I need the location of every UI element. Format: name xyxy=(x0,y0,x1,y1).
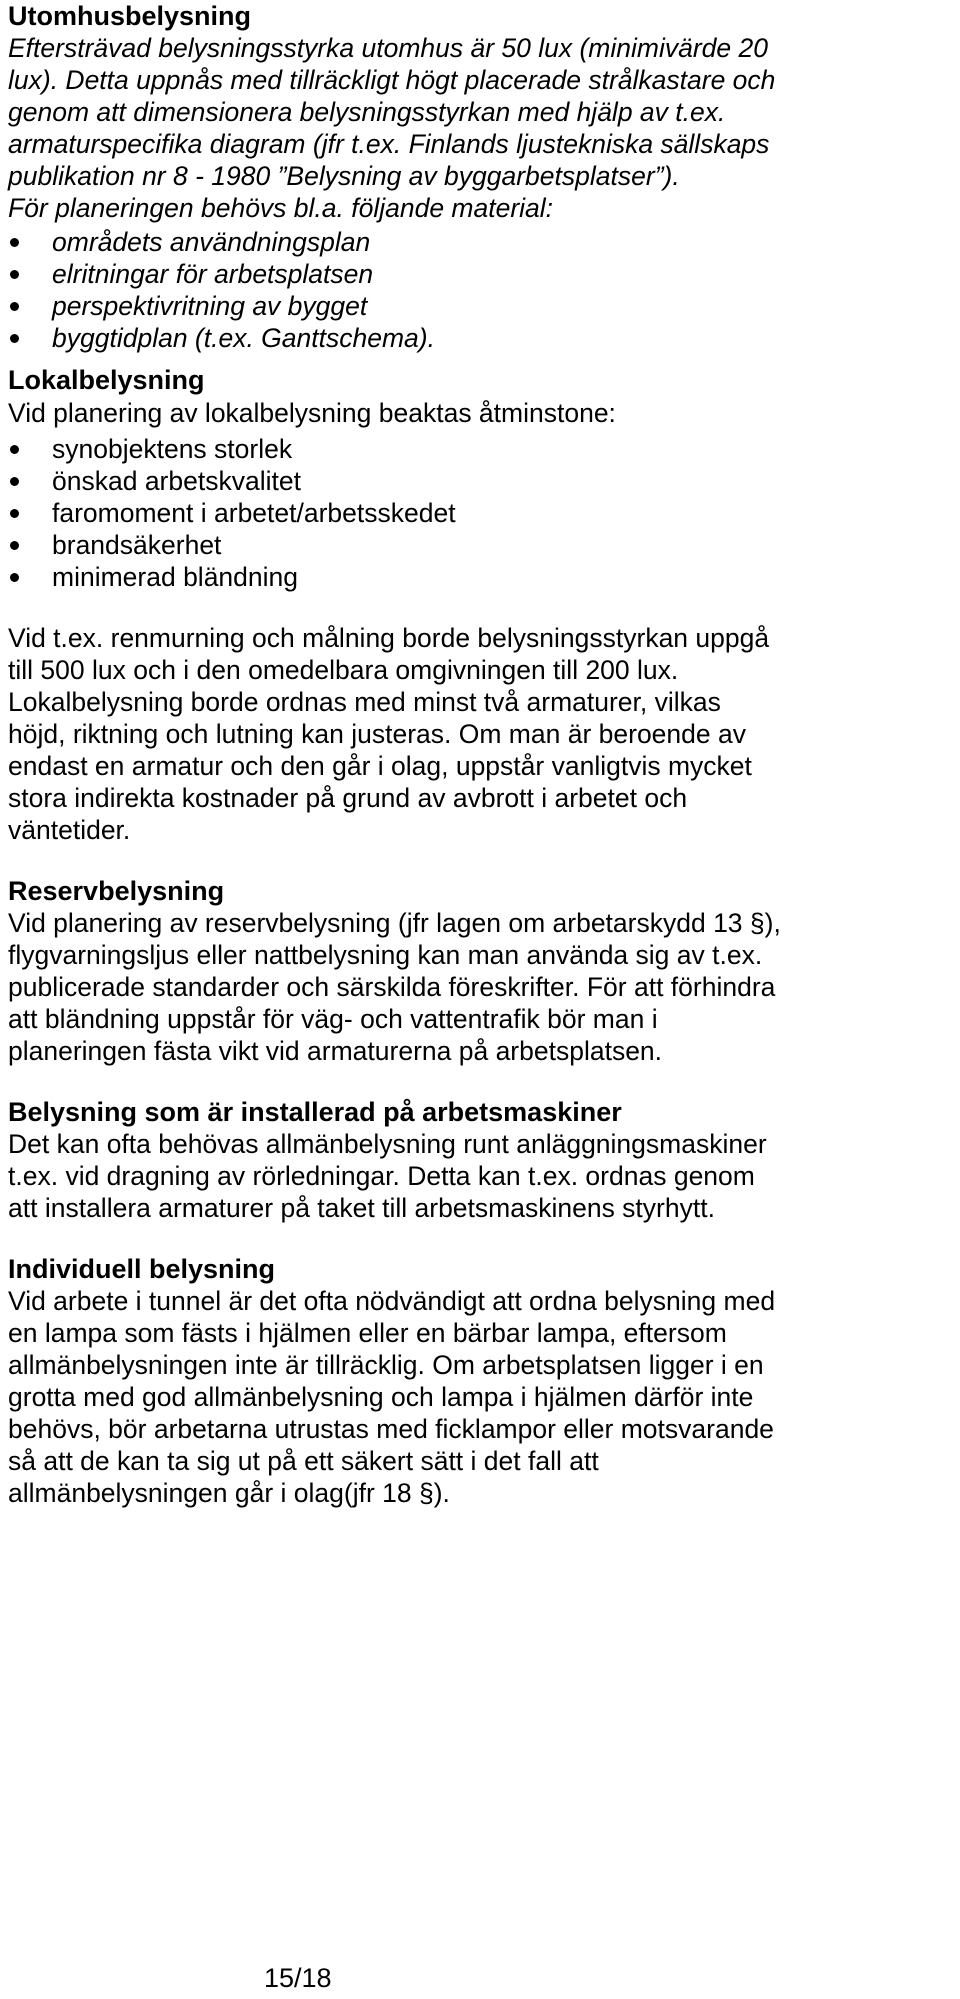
paragraph-line: allmänbelysningen går i olag(jfr 18 §). xyxy=(8,1478,450,1508)
bullet-item-text: perspektivritning av bygget xyxy=(52,291,368,321)
paragraph-line: Vid t.ex. renmurning och målning borde belysningsstyrkan uppgå xyxy=(8,623,770,653)
paragraph-line: så att de kan ta sig ut på ett säkert sätt i det fall att xyxy=(8,1446,599,1476)
bullet-item-text: områdets användningsplan xyxy=(52,227,371,257)
paragraph-line: endast en armatur och den går i olag, uppstår vanligtvis mycket xyxy=(8,751,752,781)
paragraph-line: Vid planering av reservbelysning (jfr lagen om arbetarskydd 13 §), xyxy=(8,908,781,938)
bullet-icon xyxy=(10,541,19,550)
paragraph-line: planeringen fästa vikt vid armaturerna på arbetsplatsen. xyxy=(8,1036,663,1066)
paragraph-line: lux). Detta uppnås med tillräckligt högt placerade strålkastare och xyxy=(8,65,776,95)
paragraph-line: att bländning uppstår för väg- och vattentrafik bör man i xyxy=(8,1004,658,1034)
bullet-item-text: byggtidplan (t.ex. Ganttschema). xyxy=(52,323,435,353)
paragraph-line: en lampa som fästs i hjälmen eller en bärbar lampa, eftersom xyxy=(8,1318,727,1348)
paragraph-line: Vid arbete i tunnel är det ofta nödvändigt att ordna belysning med xyxy=(8,1286,776,1316)
bullet-item-text: minimerad bländning xyxy=(52,562,299,592)
paragraph-line: väntetider. xyxy=(8,815,131,845)
bullet-icon xyxy=(10,509,19,518)
bullet-icon xyxy=(10,477,19,486)
bullet-icon xyxy=(10,270,19,279)
paragraph-line: grotta med god allmänbelysning och lampa i hjälmen därför inte xyxy=(8,1382,754,1412)
bullet-icon xyxy=(10,445,19,454)
paragraph-line: Vid planering av lokalbelysning beaktas åtminstone: xyxy=(8,398,616,428)
bullet-icon xyxy=(10,573,19,582)
page-number: 15/18 xyxy=(264,1963,332,1993)
paragraph-line: behövs, bör arbetarna utrustas med ficklampor eller motsvarande xyxy=(8,1414,774,1444)
section-heading-individuell-belysning: Individuell belysning xyxy=(8,1254,276,1284)
section-heading-utomhusbelysning: Utomhusbelysning xyxy=(8,1,252,31)
section-heading-arbetsmaskiner: Belysning som är installerad på arbetsmaskiner xyxy=(8,1097,622,1127)
paragraph-line: Det kan ofta behövas allmänbelysning runt anläggningsmaskiner xyxy=(8,1129,767,1159)
bullet-item-text: elritningar för arbetsplatsen xyxy=(52,259,374,289)
bullet-icon xyxy=(10,334,19,343)
paragraph-line: allmänbelysningen inte är tillräcklig. Om arbetsplatsen ligger i en xyxy=(8,1350,764,1380)
bullet-item-text: önskad arbetskvalitet xyxy=(52,466,301,496)
paragraph-line: armaturspecifika diagram (jfr t.ex. Finlands ljustekniska sällskaps xyxy=(8,129,770,159)
paragraph-line: stora indirekta kostnader på grund av avbrott i arbetet och xyxy=(8,783,688,813)
paragraph-line: höjd, riktning och lutning kan justeras. Om man är beroende av xyxy=(8,719,746,749)
paragraph-line: Lokalbelysning borde ordnas med minst två armaturer, vilkas xyxy=(8,687,721,717)
bullet-item-text: brandsäkerhet xyxy=(52,530,222,560)
section-heading-reservbelysning: Reservbelysning xyxy=(8,876,225,906)
bullet-icon xyxy=(10,302,19,311)
paragraph-line: publicerade standarder och särskilda föreskrifter. För att förhindra xyxy=(8,972,776,1002)
paragraph-line: genom att dimensionera belysningsstyrkan med hjälp av t.ex. xyxy=(8,97,726,127)
paragraph-line: publikation nr 8 - 1980 ”Belysning av byggarbetsplatser”). xyxy=(8,161,680,191)
paragraph-line: För planeringen behövs bl.a. följande material: xyxy=(8,193,554,223)
bullet-item-text: faromoment i arbetet/arbetsskedet xyxy=(52,498,456,528)
bullet-item-text: synobjektens storlek xyxy=(52,434,293,464)
paragraph-line: t.ex. vid dragning av rörledningar. Detta kan t.ex. ordnas genom xyxy=(8,1161,755,1191)
paragraph-line: Eftersträvad belysningsstyrka utomhus är 50 lux (minimivärde 20 xyxy=(8,33,768,63)
bullet-icon xyxy=(10,238,19,247)
section-heading-lokalbelysning: Lokalbelysning xyxy=(8,365,205,395)
paragraph-line: till 500 lux och i den omedelbara omgivningen till 200 lux. xyxy=(8,655,679,685)
paragraph-line: flygvarningsljus eller nattbelysning kan man använda sig av t.ex. xyxy=(8,940,763,970)
paragraph-line: att installera armaturer på taket till arbetsmaskinens styrhytt. xyxy=(8,1193,715,1223)
